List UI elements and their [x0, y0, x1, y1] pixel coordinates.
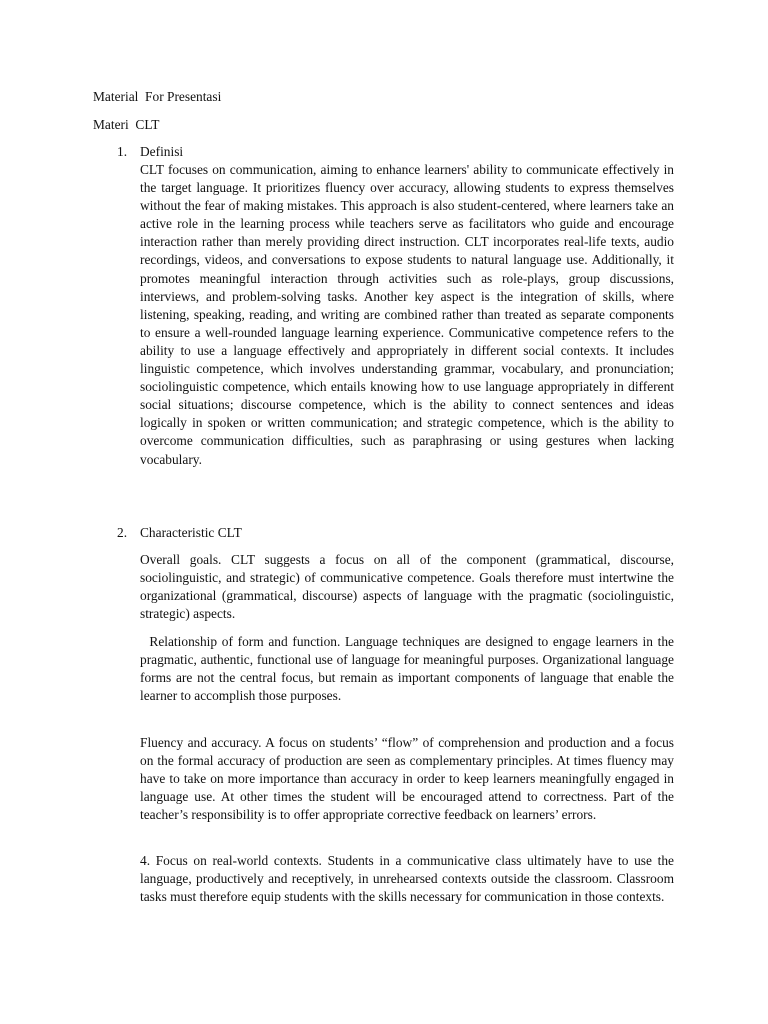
section-number: 1. [117, 144, 128, 159]
document-title: Material For Presentasi [93, 89, 222, 104]
form-function-paragraph: Relationship of form and function. Language techniques are designed to engage learners in the pragmatic, authentic, functional use of language for meaningful purposes. Organizational language forms are not the central focus, but remain as important components of language that enable the learner to accomplish those purposes. [140, 634, 678, 704]
overall-goals-paragraph: Overall goals. CLT suggests a focus on all of the component (grammatical, discourse, sociolinguistic, and strategic) of communicative competence. Goals therefore must intertwine the organizational (grammatical, discourse) aspects of language with the pragmatic (sociolinguistic, strategic) aspects. [140, 552, 674, 622]
section-title: Characteristic CLT [140, 525, 242, 540]
definisi-paragraph: CLT focuses on communication, aiming to enhance learners' ability to communicate effectively in the target language. It prioritizes fluency over accuracy, allowing students to express themselves without the fear of making mistakes. This approach is also student-centered, where learners take an active role in the learning process while teachers serve as facilitators who guide and encourage interaction rather than merely providing direct instruction. CLT incorporates real-life texts, audio recordings, videos, and conversations to expose students to natural language use. Additionally, it promotes meaningful interaction through activities such as role-plays, group discussions, interviews, and problem-solving tasks. Another key aspect is the integration of skills, where listening, speaking, reading, and writing are combined rather than treated as separate components to ensure a well-rounded language learning experience. Communicative competence refers to the ability to use a language effectively and appropriately in different social contexts. It includes linguistic competence, which involves understanding grammar, vocabulary, and pronunciation; sociolinguistic competence, which entails knowing how to use language appropriately in different social situations; discourse competence, which is the ability to connect sentences and ideas logically in spoken or written communication; and strategic competence, which is the ability to overcome communication difficulties, such as paraphrasing or using gestures when lacking vocabulary. [140, 162, 674, 467]
section-title: Definisi [140, 144, 184, 159]
document-subtitle: Materi CLT [93, 117, 160, 132]
section-number: 2. [117, 525, 128, 540]
fluency-accuracy-paragraph: Fluency and accuracy. A focus on students’ “flow” of comprehension and production and a focus on the formal accuracy of production are seen as complementary principles. At times fluency may have to take on more importance than accuracy in order to keep learners meaningfully engaged in language use. At other times the student will be encouraged attend to correctness. Part of the teacher’s responsibility is to offer appropriate corrective feedback on learners’ errors. [140, 735, 674, 823]
real-world-paragraph: 4. Focus on real-world contexts. Students in a communicative class ultimately have to use the language, productively and receptively, in unrehearsed contexts outside the classroom. Classroom tasks must therefore equip students with the skills necessary for communication in those contexts. [140, 853, 674, 905]
